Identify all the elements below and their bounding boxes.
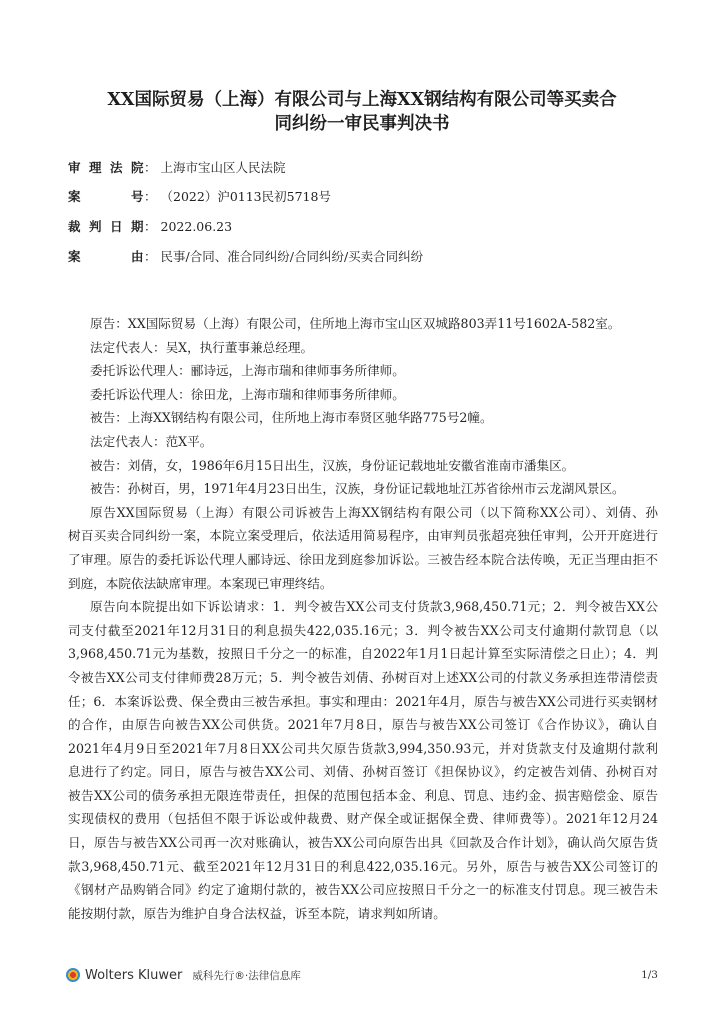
meta-label-char: 案 xyxy=(68,249,81,264)
text-line: 《钢材产品购销合同》约定了逾期付款的，被告XX公司应按照日千分之一的标准支付罚息。现三被告未 xyxy=(68,882,658,898)
text-line: 委托诉讼代理人：郦诗远，上海市瑞和律师事务所律师。 xyxy=(90,363,405,379)
page-number: 1/3 xyxy=(641,969,658,981)
title-line: XX国际贸易（上海）有限公司与上海XX钢结构有限公司等买卖合 xyxy=(107,90,617,110)
meta-value: 2022.06.23 xyxy=(160,219,233,234)
meta-label-char: 院 xyxy=(131,160,144,175)
text-line: 法定代表人：吴X，执行董事兼总经理。 xyxy=(90,339,314,355)
meta-label-char xyxy=(89,249,102,265)
text-line: 日，原告与被告XX公司再一次对账确认，被告XX公司向原告出具《回款及合作计划》，确认尚欠原告货 xyxy=(68,835,658,851)
meta-label-char: 理 xyxy=(89,160,102,175)
text-line: 款3,968,450.71元、截至2021年12月31日的利息422,035.16元。另外，原告与被告XX公司签订的 xyxy=(68,858,658,874)
meta-label-char xyxy=(110,189,123,205)
meta-label xyxy=(68,189,144,205)
text-line: 树百买卖合同纠纷一案，本院立案受理后，依法适用简易程序，由审判员张超亮独任审判，公开开庭进行 xyxy=(68,528,658,544)
text-line: 2021年4月9日至2021年7月8日XX公司共欠原告货款3,994,350.93元，并对货款支付及逾期付款利 xyxy=(68,740,658,756)
text-line: 法定代表人：范X平。 xyxy=(90,433,213,449)
text-line: 司支付截至2021年12月31日的利息损失422,035.16元；3．判令被告XX公司支付逾期付款罚息（以 xyxy=(68,622,658,638)
meta-row xyxy=(68,160,286,176)
document-title xyxy=(60,88,664,136)
text-line: 令被告XX公司支付律师费28万元；5．判令被告刘倩、孙树百对上述XX公司的付款义务承担连带清偿责 xyxy=(68,669,658,685)
text-line: 的合作，由原告向被告XX公司供货。2021年7月8日，原告与被告XX公司签订《合作协议》，确认自 xyxy=(68,717,658,733)
meta-label-char: 号 xyxy=(131,189,144,204)
footer xyxy=(66,966,658,984)
meta-row xyxy=(68,189,331,205)
meta-value: （2022）沪0113民初5718号 xyxy=(160,189,331,204)
text-line: 被告：上海XX钢结构有限公司，住所地上海市奉贤区驰华路775号2幢。 xyxy=(90,410,493,426)
colon: ： xyxy=(144,249,157,264)
title-line: 同纠纷一审民事判决书 xyxy=(274,114,450,134)
meta-value: 民事/合同、准合同纠纷/合同纠纷/买卖合同纠纷 xyxy=(160,249,424,264)
text-line: 任；6．本案诉讼费、保全费由三被告承担。事实和理由：2021年4月，原告与被告XX公司进行买卖钢材 xyxy=(68,693,658,709)
brand-name: Wolters Kluwer xyxy=(85,967,183,983)
text-line: 被告：孙树百，男，1971年4月23日出生，汉族，身份证记载地址江苏省徐州市云龙湖风景区。 xyxy=(90,481,625,497)
text-line: 了审理。原告的委托诉讼代理人郦诗远、徐田龙到庭参加诉讼。三被告经本院合法传唤，无正当理由拒不 xyxy=(68,551,658,567)
meta-label-char: 裁 xyxy=(68,219,81,234)
text-line: 能按期付款，原告为维护自身合法权益，诉至本院，请求判如所请。 xyxy=(68,905,446,921)
colon: ： xyxy=(144,160,157,175)
text-line: 被告：刘倩，女，1986年6月15日出生，汉族，身份证记载地址安徽省淮南市潘集区。 xyxy=(90,457,575,473)
meta-label-char xyxy=(110,249,123,265)
meta-label-char: 审 xyxy=(68,160,81,175)
meta-label-char: 法 xyxy=(110,160,123,175)
wolters-kluwer-logo-icon xyxy=(66,968,80,982)
meta-value: 上海市宝山区人民法院 xyxy=(160,160,286,175)
text-line: 3,968,450.71元为基数，按照日千分之一的标准，自2022年1月1日起计算至实际清偿之日止）；4．判 xyxy=(68,646,658,662)
meta-label-char: 期 xyxy=(131,219,144,234)
meta-label xyxy=(68,160,144,176)
meta-label-char: 判 xyxy=(89,219,102,234)
text-line: 原告向本院提出如下诉讼请求：1．判令被告XX公司支付货款3,968,450.71元；2．判令被告XX公 xyxy=(90,599,658,615)
meta-label-char: 案 xyxy=(68,189,81,204)
text-line: 原告：XX国际贸易（上海）有限公司，住所地上海市宝山区双城路803弄11号1602A-582室。 xyxy=(90,316,621,331)
meta-label xyxy=(68,219,144,235)
text-line: 原告XX国际贸易（上海）有限公司诉被告上海XX钢结构有限公司（以下简称XX公司）、刘倩、孙 xyxy=(90,504,658,520)
text-line: 息进行了约定。同日，原告与被告XX公司、刘倩、孙树百签订《担保协议》，约定被告刘倩、孙树百对 xyxy=(68,764,658,780)
brand-cn: 威科先行®·法律信息库 xyxy=(192,969,301,982)
colon: ： xyxy=(144,189,157,204)
meta-row xyxy=(68,249,423,265)
meta-row xyxy=(68,219,232,235)
text-line: 被告XX公司的债务承担无限连带责任，担保的范围包括本金、利息、罚息、违约金、损害赔偿金、原告 xyxy=(68,787,658,803)
text-line: 实现债权的费用（包括但不限于诉讼或仲裁费、财产保全或证据保全费、律师费等）。2021年12月24 xyxy=(68,811,658,827)
meta-label xyxy=(68,249,144,265)
meta-label-char: 由 xyxy=(131,249,144,264)
document-body xyxy=(68,314,658,927)
meta-label-char: 日 xyxy=(110,219,123,234)
text-line: 到庭，本院依法缺席审理。本案现已审理终结。 xyxy=(68,575,333,591)
colon: ： xyxy=(144,219,157,234)
text-line: 委托诉讼代理人：徐田龙，上海市瑞和律师事务所律师。 xyxy=(90,386,405,402)
meta-label-char xyxy=(89,189,102,205)
